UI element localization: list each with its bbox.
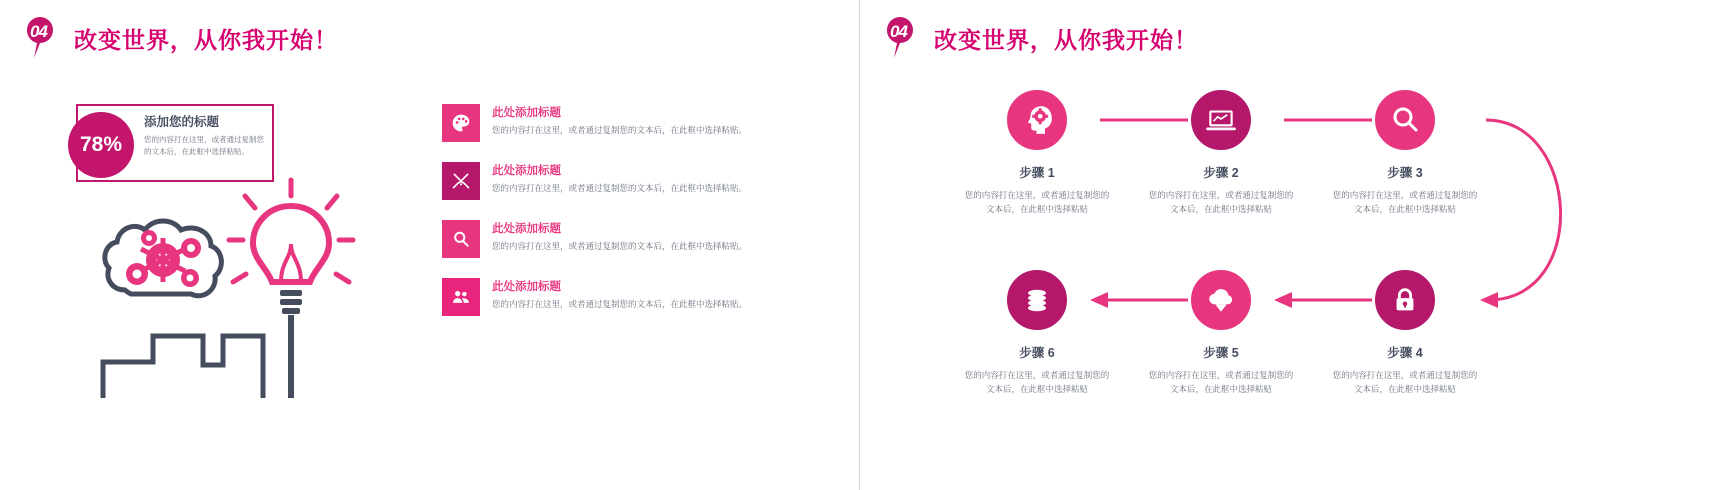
section-badge — [24, 16, 64, 60]
list-item[interactable] — [442, 104, 772, 142]
section-badge-number: 04 — [890, 22, 907, 41]
list-item[interactable] — [442, 162, 772, 200]
palette-icon — [442, 104, 480, 142]
step-body: 您的内容打在这里，或者通过复制您的文本后，在此框中选择粘贴 — [964, 370, 1110, 394]
step-1[interactable] — [952, 87, 1122, 216]
steps-flow — [860, 0, 1720, 490]
list-item-title: 此处添加标题 — [492, 165, 561, 177]
list-item-body: 您的内容打在这里，或者通过复制您的文本后，在此框中选择粘贴。 — [492, 241, 748, 251]
list-item-body: 您的内容打在这里，或者通过复制您的文本后，在此框中选择粘贴。 — [492, 299, 748, 309]
stat-heading: 添加您的标题 — [144, 115, 220, 129]
slide-right — [860, 0, 1720, 490]
step-body: 您的内容打在这里，或者通过复制您的文本后，在此框中选择粘贴 — [1148, 190, 1294, 214]
step-3[interactable] — [1320, 87, 1490, 216]
step-body: 您的内容打在这里，或者通过复制您的文本后，在此框中选择粘贴 — [1332, 190, 1478, 214]
list-item-text — [492, 104, 747, 142]
stat-body: 您的内容打在这里，或者通过复制您的文本后，在此框中选择粘贴。 — [144, 135, 264, 156]
list-item-body: 您的内容打在这里，或者通过复制您的文本后，在此框中选择粘贴。 — [492, 125, 748, 135]
list-item[interactable] — [442, 278, 772, 316]
list-item[interactable] — [442, 220, 772, 258]
stat-percent: 78% — [68, 112, 134, 178]
coins-icon — [1004, 267, 1070, 333]
users-icon — [442, 278, 480, 316]
step-body: 您的内容打在这里，或者通过复制您的文本后，在此框中选择粘贴 — [964, 190, 1110, 214]
step-label: 步骤 3 — [1387, 166, 1423, 180]
step-body: 您的内容打在这里，或者通过复制您的文本后，在此框中选择粘贴 — [1332, 370, 1478, 394]
step-2[interactable] — [1136, 87, 1306, 216]
page-title: 改变世界，从你我开始！ — [74, 26, 338, 53]
tools-icon — [442, 162, 480, 200]
step-label: 步骤 5 — [1203, 346, 1239, 360]
slide-left-header — [24, 16, 338, 60]
step-label: 步骤 1 — [1019, 166, 1055, 180]
page-title: 改变世界，从你我开始！ — [934, 26, 1198, 53]
list-item-text — [492, 162, 747, 200]
step-label: 步骤 4 — [1387, 346, 1423, 360]
list-item-text — [492, 220, 747, 258]
step-body: 您的内容打在这里，或者通过复制您的文本后，在此框中选择粘贴 — [1148, 370, 1294, 394]
brain-lightbulb-illustration — [95, 140, 405, 410]
step-label: 步骤 6 — [1019, 346, 1055, 360]
cloud-download-icon — [1188, 267, 1254, 333]
magnifier-icon — [1372, 87, 1438, 153]
list-item-title: 此处添加标题 — [492, 281, 561, 293]
feature-list — [442, 104, 772, 336]
list-item-text — [492, 278, 747, 316]
step-4[interactable] — [1320, 267, 1490, 396]
step-6[interactable] — [952, 267, 1122, 396]
section-badge-number: 04 — [30, 22, 47, 41]
list-item-body: 您的内容打在这里，或者通过复制您的文本后，在此框中选择粘贴。 — [492, 183, 748, 193]
list-item-title: 此处添加标题 — [492, 107, 561, 119]
lock-icon — [1372, 267, 1438, 333]
list-item-title: 此处添加标题 — [492, 223, 561, 235]
head-gears-icon — [1004, 87, 1070, 153]
step-5[interactable] — [1136, 267, 1306, 396]
step-label: 步骤 2 — [1203, 166, 1239, 180]
laptop-chart-icon — [1188, 87, 1254, 153]
search-icon — [442, 220, 480, 258]
